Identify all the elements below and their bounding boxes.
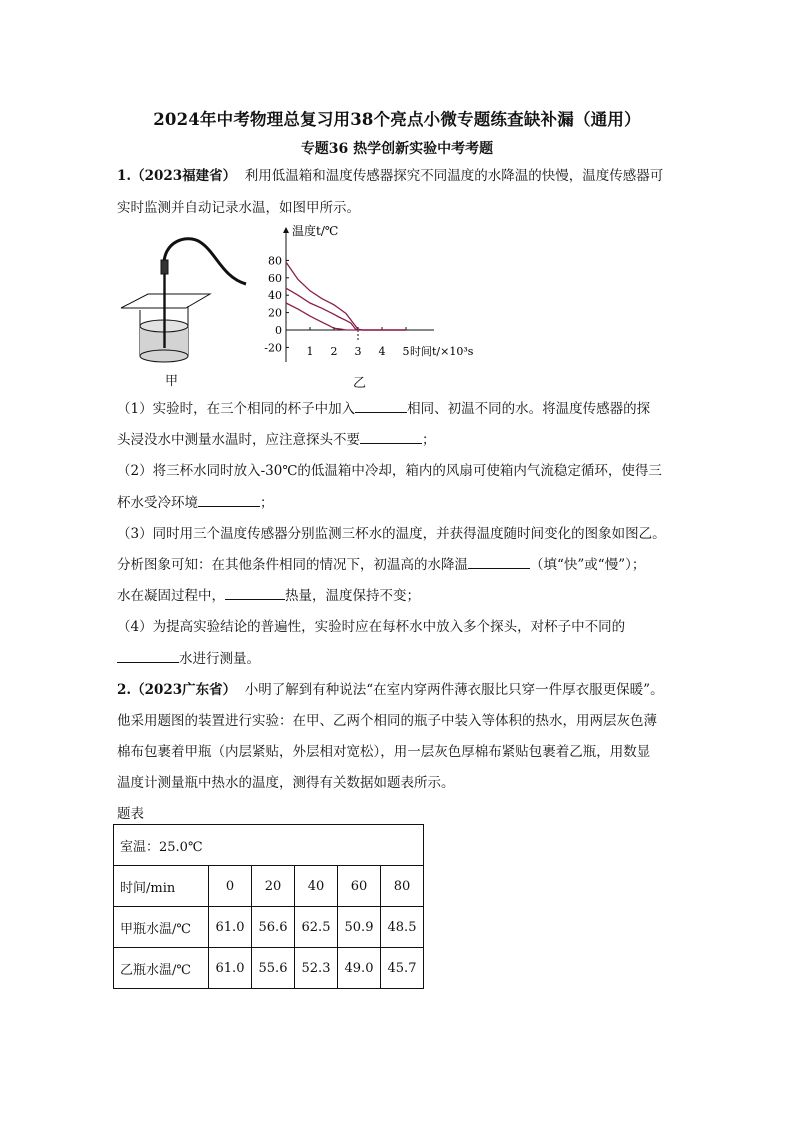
- q1-number: 1.: [117, 168, 132, 184]
- q2-source: （2023广东省）: [131, 682, 237, 698]
- q2-intro-line-3: 棉布包裹着甲瓶（内层紧贴，外层相对宽松），用一层灰色厚棉布紧贴包裹着乙瓶，用数显: [117, 744, 651, 760]
- q1-part2-line-1: （2）将三杯水同时放入-30℃的低温箱中冷却，箱内的风扇可使箱内气流稳定循环，使得三: [117, 463, 662, 479]
- document-subtitle: 专题36 热学创新实验中考考题: [300, 141, 494, 157]
- q2-number: 2.: [117, 682, 132, 698]
- table-cell: 甲瓶水温/℃: [114, 907, 209, 948]
- q1-intro-text-1: 利用低温箱和温度传感器探究不同温度的水降温的快慢，温度传感器可: [244, 168, 664, 184]
- q1-part3-line-3: 水在凝固过程中， 热量，温度保持不变；: [117, 588, 420, 604]
- table-cell: 48.5: [381, 907, 424, 948]
- table-cell: 62.5: [295, 907, 338, 948]
- table-caption: 题表: [117, 806, 144, 822]
- table-cell: 乙瓶水温/℃: [114, 948, 209, 989]
- figure-a-label: 甲: [165, 374, 179, 389]
- q1-part2-line-2: 杯水受冷环境 ；: [117, 495, 274, 511]
- q1-part1-line-1: （1）实验时，在三个相同的杯子中加入 相同、初温不同的水。将温度传感器的探: [117, 401, 651, 417]
- y-tick-label: 40: [268, 289, 282, 303]
- answer-blank-1[interactable]: [355, 400, 407, 413]
- q1-part4-line-2: 水进行测量。: [117, 647, 260, 667]
- table-cell: 55.6: [252, 948, 295, 989]
- q1-source: （2023福建省）: [131, 168, 237, 184]
- table-row: [114, 866, 424, 907]
- y-tick-label: 60: [268, 271, 282, 285]
- series-line-2: [286, 288, 406, 330]
- answer-blank-5[interactable]: [225, 587, 285, 600]
- table-cell: 80: [381, 866, 424, 907]
- temperature-table: [113, 824, 424, 989]
- table-cell: 40: [295, 866, 338, 907]
- figure-apparatus: [118, 222, 250, 372]
- table-cell: 56.6: [252, 907, 295, 948]
- figure-b-label: 乙: [353, 376, 367, 391]
- x-tick-label: 5: [402, 345, 410, 358]
- x-tick-label: 3: [354, 345, 362, 358]
- table-cell: 49.0: [338, 948, 381, 989]
- answer-blank-4[interactable]: [468, 556, 530, 569]
- table-row: [114, 948, 424, 989]
- table-cell: 20: [252, 866, 295, 907]
- table-cell: 0: [209, 866, 252, 907]
- q1-intro-line-2: 实时监测并自动记录水温，如图甲所示。: [117, 200, 360, 216]
- table-row: [114, 907, 424, 948]
- document-title: 2024年中考物理总复习用38个亮点小微专题练查缺补漏（通用）: [153, 110, 641, 129]
- q1-part3-line-2: 分析图象可知：在其他条件相同的情况下，初温高的水降温 （填“快”或“慢”）；: [117, 557, 646, 573]
- cooling-chart: [258, 222, 490, 368]
- table-row: [114, 825, 424, 866]
- sensor-cable: [164, 239, 246, 284]
- x-tick-label: 2: [330, 345, 338, 358]
- y-tick-label: 0: [275, 324, 282, 337]
- answer-blank-6[interactable]: [117, 650, 179, 663]
- y-tick-label: -20: [264, 341, 282, 355]
- q1-intro-line-1: [117, 164, 663, 184]
- q1-part1-line-2: 头浸没水中测量水温时，应注意探头不要 ；: [117, 432, 436, 448]
- y-tick-label: 80: [268, 254, 282, 268]
- table-cell: 61.0: [209, 907, 252, 948]
- series-line-3: [286, 303, 406, 330]
- q2-intro-line-2: 他采用题图的装置进行实验：在甲、乙两个相同的瓶子中装入等体积的热水，用两层灰色薄: [117, 713, 657, 729]
- x-tick-label: 1: [306, 345, 314, 358]
- q2-intro-line-1: [117, 678, 664, 698]
- q2-intro-line-4: 温度计测量瓶中热水的温度，测得有关数据如题表所示。: [117, 775, 455, 791]
- y-axis-label: 温度t/℃: [292, 224, 339, 238]
- table-cell: 时间/min: [114, 866, 209, 907]
- x-tick-label: 4: [378, 345, 386, 358]
- sensor-handle: [161, 260, 168, 274]
- x-axis-label: 时间t/×10³s: [410, 345, 474, 358]
- table-cell: 61.0: [209, 948, 252, 989]
- table-cell: 60: [338, 866, 381, 907]
- q1-part3-line-1: （3）同时用三个温度传感器分别监测三杯水的温度，并获得温度随时间变化的图象如图乙。: [117, 526, 666, 542]
- table-cell: 52.3: [295, 948, 338, 989]
- room-temperature-cell: 室温：25.0℃: [114, 825, 424, 866]
- answer-blank-3[interactable]: [198, 494, 260, 507]
- table-cell: 50.9: [338, 907, 381, 948]
- q1-part4-line-1: （4）为提高实验结论的普遍性，实验时应在每杯水中放入多个探头，对杯子中不同的: [117, 619, 626, 635]
- q2-intro-text-1: 小明了解到有种说法“在室内穿两件薄衣服比只穿一件厚衣服更保暖”。: [244, 682, 664, 698]
- table-cell: 45.7: [381, 948, 424, 989]
- answer-blank-2[interactable]: [360, 431, 422, 444]
- y-tick-label: 20: [268, 306, 282, 320]
